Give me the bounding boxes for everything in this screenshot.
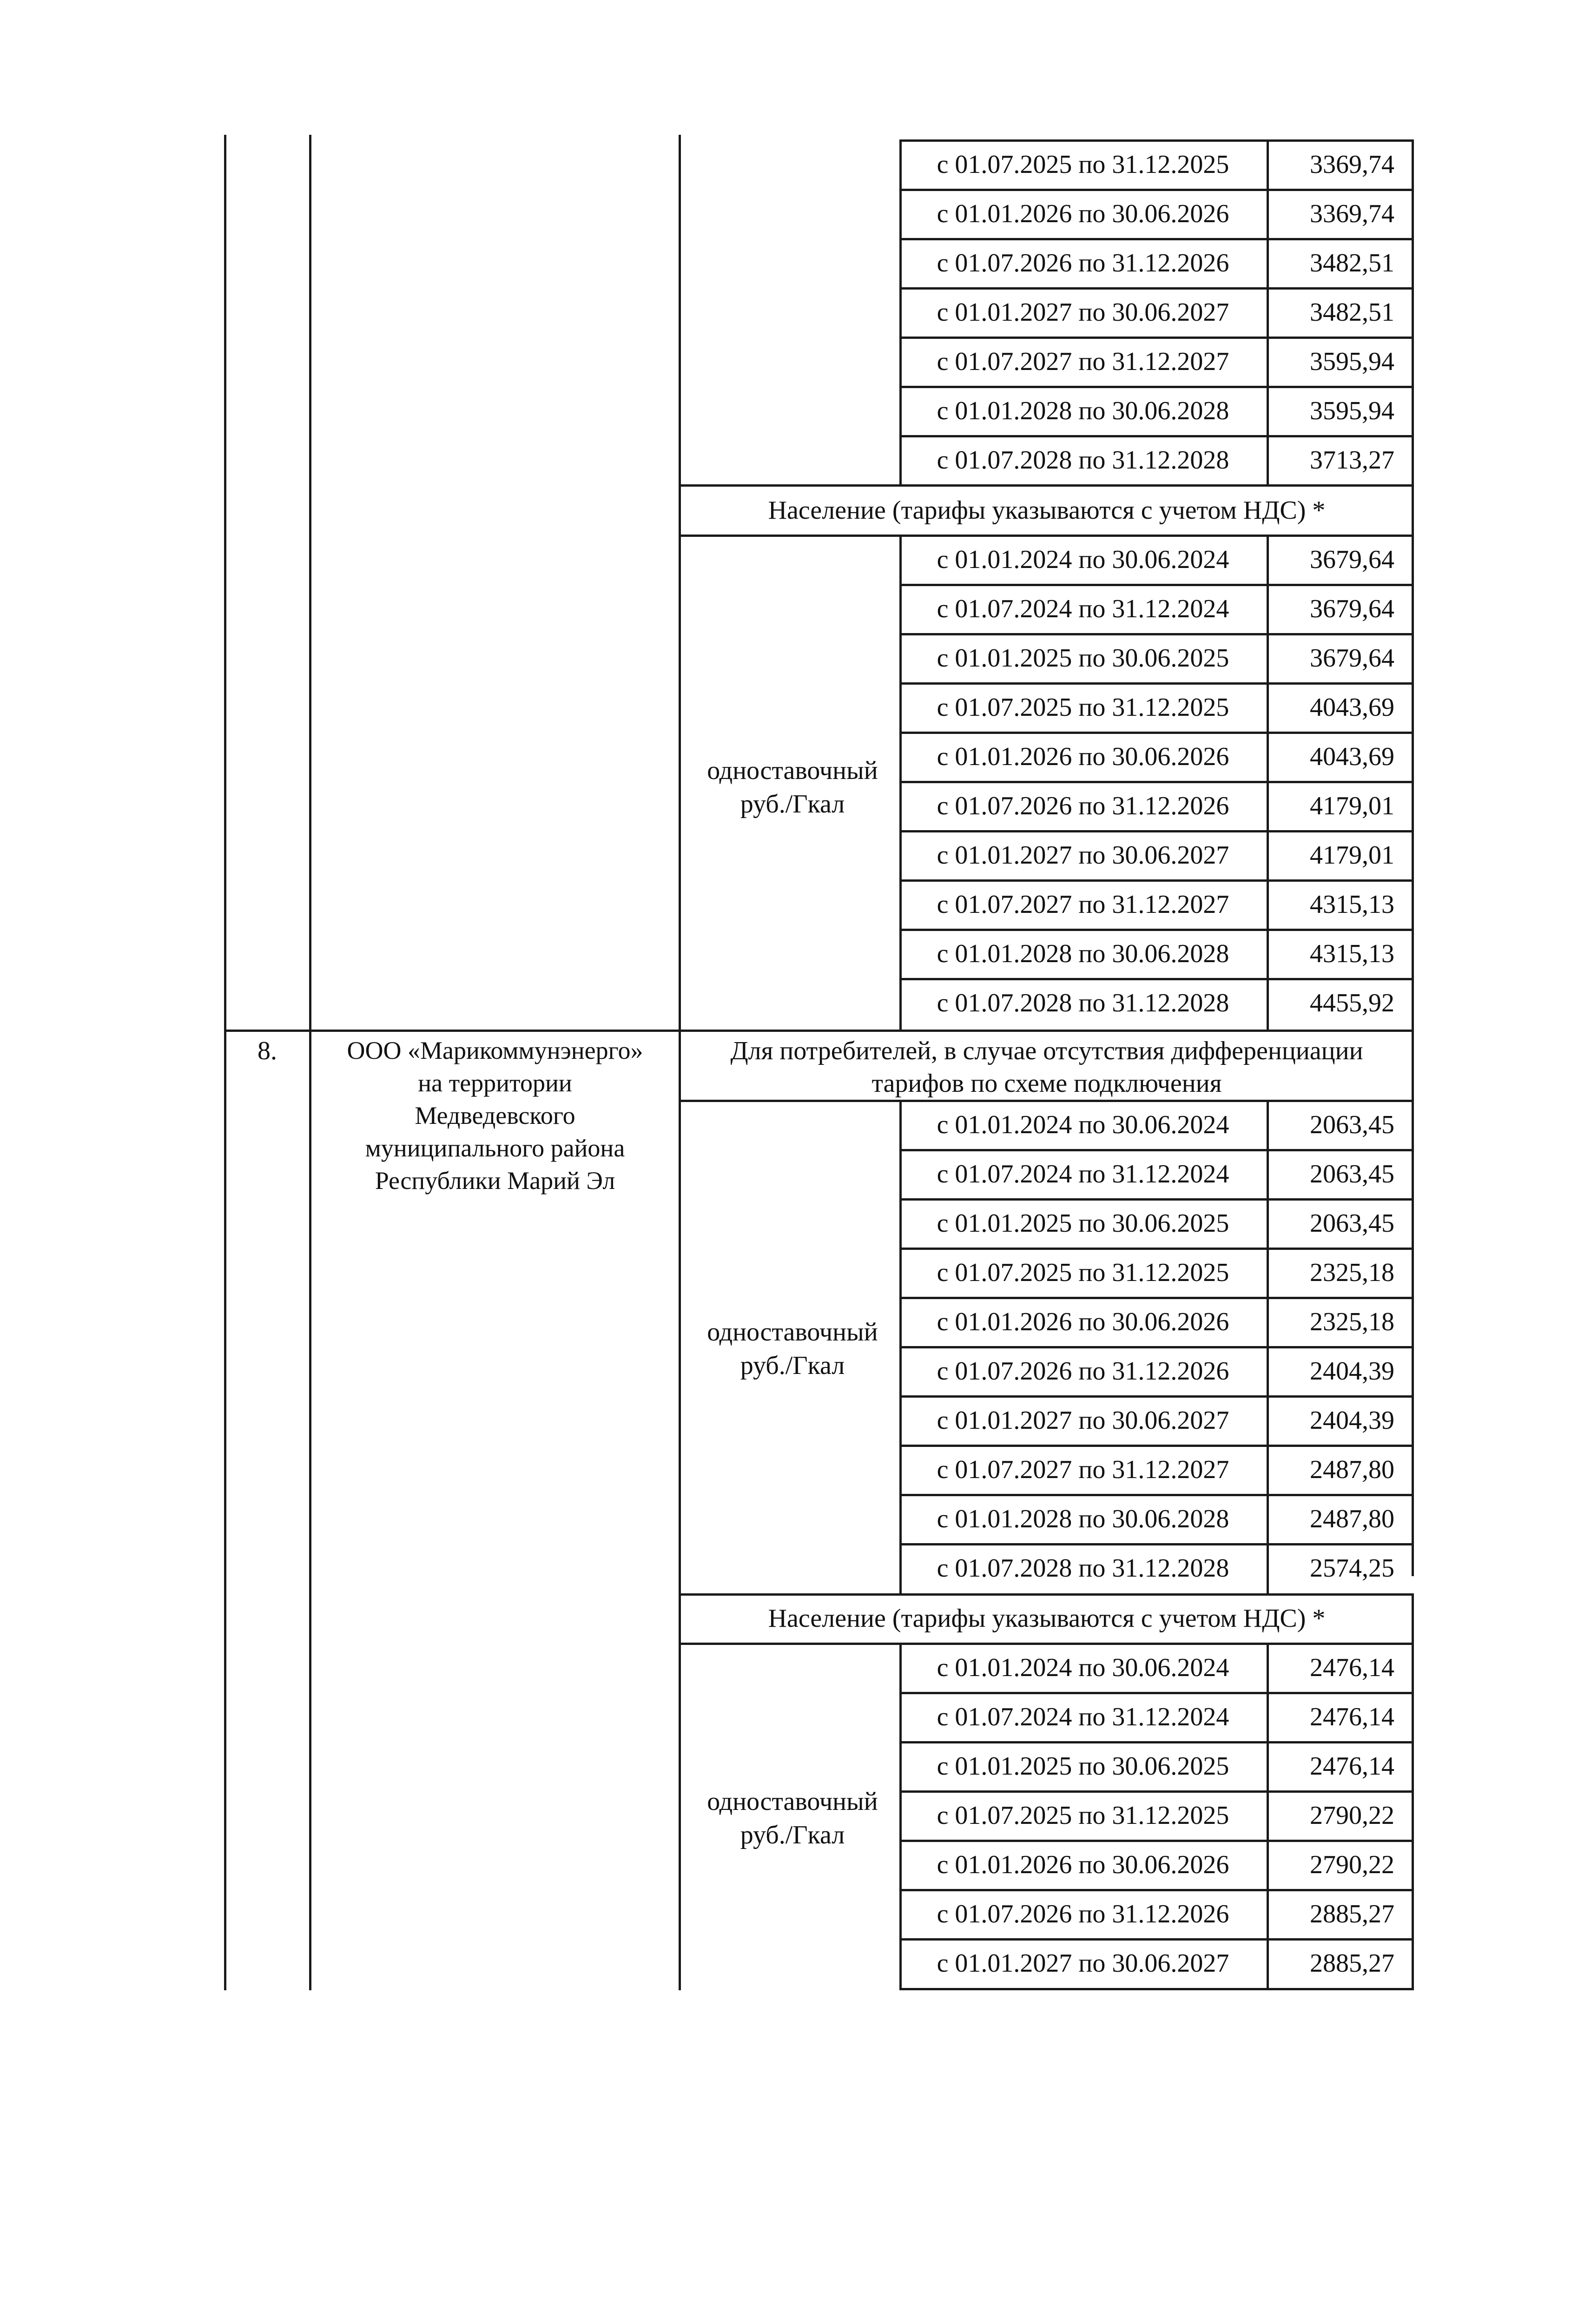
period-cell: с 01.07.2026 по 31.12.2026 [937,1900,1229,1928]
section-line [679,1100,1414,1102]
consumers-heading: тарифов по схеме подключения [871,1069,1222,1098]
row-line [899,1741,1414,1743]
period-cell: с 01.07.2027 по 31.12.2027 [937,347,1229,376]
section-line [679,484,1414,487]
value-cell: 2885,27 [1310,1949,1394,1978]
value-cell: 3679,64 [1310,545,1394,574]
row-line [899,1395,1414,1398]
row-line [899,584,1414,586]
value-cell: 2487,80 [1310,1455,1394,1484]
section-line [679,535,1414,537]
row-line [899,830,1414,832]
row-line [899,1297,1414,1299]
period-cell: с 01.01.2026 по 30.06.2026 [937,742,1229,771]
tariff-unit-label: руб./Гкал [740,1351,845,1380]
org-name-line: на территории [418,1069,572,1097]
row-line [899,386,1414,388]
period-cell: с 01.07.2024 по 31.12.2024 [937,1703,1229,1731]
period-cell: с 01.01.2028 по 30.06.2028 [937,1505,1229,1533]
value-cell: 3595,94 [1310,347,1394,376]
value-cell: 3369,74 [1310,150,1394,179]
column-divider-period [1267,139,1269,486]
row-line [899,1692,1414,1694]
period-cell: с 01.07.2027 по 31.12.2027 [937,1455,1229,1484]
period-cell: с 01.07.2025 по 31.12.2025 [937,150,1229,179]
row-line [899,978,1414,980]
org-name-line: муниципального района [365,1134,625,1162]
section-line [679,1593,1414,1596]
period-cell: с 01.01.2026 по 30.06.2026 [937,1307,1229,1336]
row-line [899,879,1414,882]
period-cell: с 01.07.2025 по 31.12.2025 [937,1258,1229,1287]
row-line [899,1445,1414,1447]
value-cell: 2404,39 [1310,1357,1394,1386]
row-line [899,1988,1414,1990]
value-cell: 3713,27 [1310,446,1394,475]
period-cell: с 01.01.2025 по 30.06.2025 [937,644,1229,673]
value-cell: 2476,14 [1310,1703,1394,1731]
period-cell: с 01.07.2024 по 31.12.2024 [937,1160,1229,1188]
value-cell: 3679,64 [1310,594,1394,623]
row-line [899,1494,1414,1496]
row-line [899,1840,1414,1842]
tariff-type-label: одноставочный [707,756,878,785]
value-cell: 4315,13 [1310,890,1394,919]
value-cell: 2885,27 [1310,1900,1394,1928]
period-cell: с 01.07.2027 по 31.12.2027 [937,890,1229,919]
value-cell: 2063,45 [1310,1160,1394,1188]
value-cell: 3679,64 [1310,644,1394,673]
period-cell: с 01.01.2027 по 30.06.2027 [937,298,1229,327]
row-line [899,633,1414,635]
column-divider-period [1267,536,1269,1032]
period-cell: с 01.07.2028 по 31.12.2028 [937,989,1229,1017]
row-line [899,1346,1414,1348]
table-border-right [1412,139,1414,486]
value-cell: 2404,39 [1310,1406,1394,1435]
period-cell: с 01.01.2028 по 30.06.2028 [937,939,1229,968]
value-cell: 3482,51 [1310,298,1394,327]
row-line [899,287,1414,290]
period-cell: с 01.07.2024 по 31.12.2024 [937,594,1229,623]
period-cell: с 01.07.2028 по 31.12.2028 [937,1554,1229,1583]
period-cell: с 01.01.2025 по 30.06.2025 [937,1209,1229,1238]
period-cell: с 01.07.2026 по 31.12.2026 [937,792,1229,820]
value-cell: 4043,69 [1310,693,1394,722]
section-line [679,1643,1414,1645]
value-cell: 3369,74 [1310,199,1394,228]
value-cell: 3595,94 [1310,396,1394,425]
value-cell: 3482,51 [1310,249,1394,277]
org-name-line: Республики Марий Эл [375,1167,615,1195]
row-line [899,435,1414,437]
period-cell: с 01.01.2027 по 30.06.2027 [937,841,1229,870]
population-heading: Население (тарифы указываются с учетом НДС) * [768,1604,1326,1633]
value-cell: 4315,13 [1310,939,1394,968]
row-line [899,781,1414,783]
value-cell: 2790,22 [1310,1801,1394,1830]
value-cell: 2574,25 [1310,1554,1394,1583]
row-separator-entry-8 [224,1030,1414,1032]
value-cell: 2487,80 [1310,1505,1394,1533]
value-cell: 2325,18 [1310,1307,1394,1336]
consumers-heading: Для потребителей, в случае отсутствия дифференциации [730,1037,1363,1065]
row-line [899,238,1414,240]
period-cell: с 01.07.2028 по 31.12.2028 [937,446,1229,475]
value-cell: 2325,18 [1310,1258,1394,1287]
tariff-type-label: одноставочный [707,1787,878,1816]
period-cell: с 01.07.2026 по 31.12.2026 [937,1357,1229,1386]
row-line [899,1938,1414,1941]
row-line [899,1790,1414,1793]
period-cell: с 01.01.2025 по 30.06.2025 [937,1752,1229,1781]
row-line [899,337,1414,339]
row-line [899,1248,1414,1250]
period-cell: с 01.01.2024 по 30.06.2024 [937,545,1229,574]
row-line [899,929,1414,931]
tariff-unit-label: руб./Гкал [740,1821,845,1849]
org-name-line: ООО «Марикоммунэнерго» [347,1037,643,1064]
tariff-type-label: одноставочный [707,1318,878,1347]
row-line [899,682,1414,685]
period-cell: с 01.01.2027 по 30.06.2027 [937,1949,1229,1978]
period-cell: с 01.07.2025 по 31.12.2025 [937,1801,1229,1830]
value-cell: 2063,45 [1310,1110,1394,1139]
org-name-line: Медведевского [415,1102,575,1129]
row-number: 8. [257,1037,277,1065]
value-cell: 2063,45 [1310,1209,1394,1238]
row-line [899,1198,1414,1201]
row-line [899,139,1414,142]
value-cell: 4179,01 [1310,792,1394,820]
row-line [899,732,1414,734]
population-heading: Население (тарифы указываются с учетом НДС) * [768,496,1326,525]
value-cell: 4043,69 [1310,742,1394,771]
table-border-right [1412,486,1414,1032]
period-cell: с 01.01.2028 по 30.06.2028 [937,396,1229,425]
period-cell: с 01.01.2024 по 30.06.2024 [937,1110,1229,1139]
tariff-unit-label: руб./Гкал [740,790,845,819]
value-cell: 4455,92 [1310,989,1394,1017]
period-cell: с 01.01.2024 по 30.06.2024 [937,1653,1229,1682]
value-cell: 2476,14 [1310,1752,1394,1781]
value-cell: 2790,22 [1310,1850,1394,1879]
value-cell: 4179,01 [1310,841,1394,870]
period-cell: с 01.01.2027 по 30.06.2027 [937,1406,1229,1435]
value-cell: 2476,14 [1310,1653,1394,1682]
period-cell: с 01.01.2026 по 30.06.2026 [937,1850,1229,1879]
row-line [899,1543,1414,1545]
period-cell: с 01.07.2026 по 31.12.2026 [937,249,1229,277]
row-line [899,189,1414,191]
period-cell: с 01.07.2025 по 31.12.2025 [937,693,1229,722]
row-line [899,1889,1414,1891]
row-line [899,1149,1414,1151]
period-cell: с 01.01.2026 по 30.06.2026 [937,199,1229,228]
